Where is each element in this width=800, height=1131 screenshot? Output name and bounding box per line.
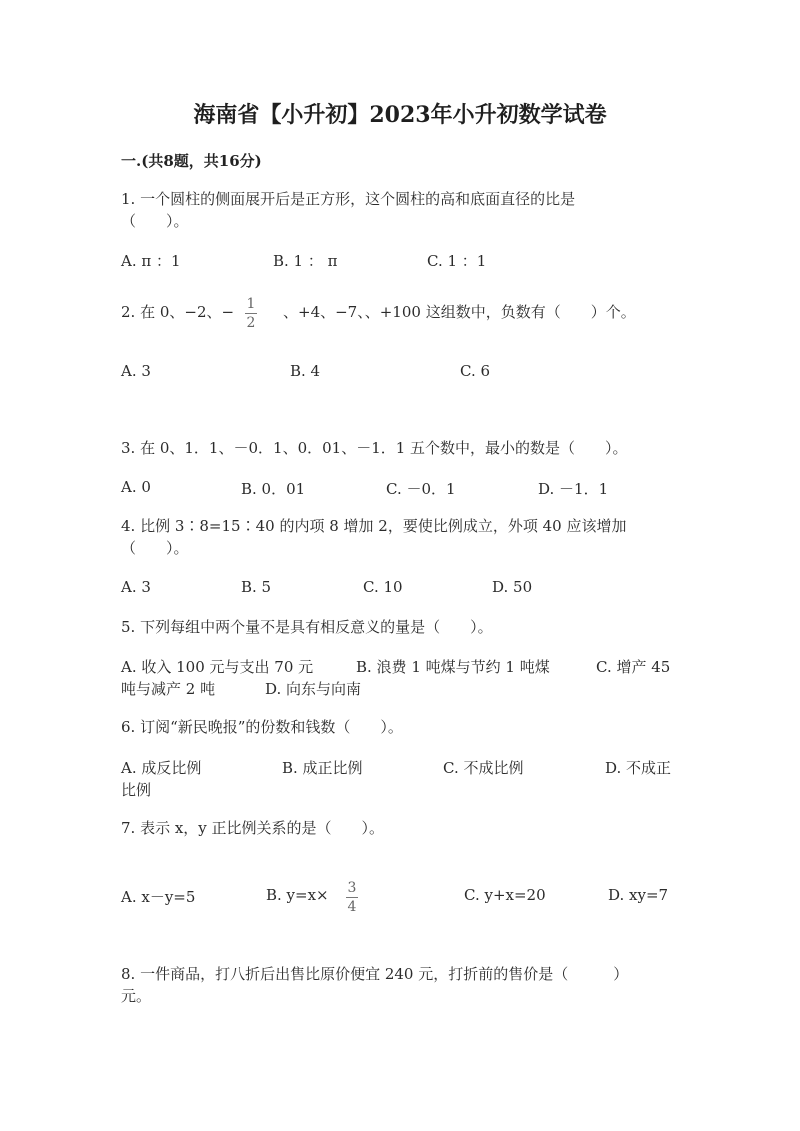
q1-option-b: B. 1 ： π [273,252,338,270]
fraction-three-quarters [346,880,358,915]
q5-option-c-continued: 吨与减产 2 吨 [121,680,216,698]
fraction-bar [245,313,257,314]
q6-option-b: B. 成正比例 [282,759,363,777]
q7-option-a: A. x－y=5 [121,888,196,906]
q4-option-c: C. 10 [363,578,403,596]
section-heading: 一.(共8题，共16分) [121,152,262,170]
fraction-denominator: 2 [246,315,256,331]
fraction-numerator: 3 [347,880,357,896]
q6-option-c: C. 不成比例 [443,759,524,777]
q6-option-d-continued: 比例 [121,781,152,799]
question-3-stem: 3. 在 0、1．1、－0．1、0．01、－1．1 五个数中，最小的数是（ ）。 [121,439,628,457]
q7-option-c: C. y+x=20 [464,886,546,904]
q3-option-d: D. －1．1 [538,480,609,498]
question-8-stem-end: 元。 [121,987,152,1005]
fraction-numerator: 1 [246,296,256,312]
fraction-one-half [245,296,257,331]
q3-option-c: C. －0．1 [386,480,456,498]
q7-option-d: D. xy=7 [608,886,669,904]
q6-option-a: A. 成反比例 [121,759,202,777]
fraction-bar [346,897,358,898]
page-title: 海南省【小升初】2023年小升初数学试卷 [193,102,607,128]
question-7-stem: 7. 表示 x，y 正比例关系的是（ ）。 [121,819,385,837]
q5-option-d: D. 向东与向南 [265,680,362,698]
q7-option-b: B. y=x× [266,886,329,904]
q6-option-d: D. 不成正 [605,759,672,777]
question-6-stem: 6. 订阅“新民晚报”的份数和钱数（ ）。 [121,718,403,736]
q1-option-a: A. π ：1 [121,252,181,270]
question-2-stem-end: 、+4、−7、、+100 这组数中，负数有（ ）个。 [283,303,636,321]
q4-option-d: D. 50 [492,578,533,596]
question-4-stem: 4. 比例 3∶8=15∶40 的内项 8 增加 2，要使比例成立，外项 40 应该增加 [121,517,627,535]
question-5-stem: 5. 下列每组中两个量不是具有相反意义的量是（ ）。 [121,618,493,636]
q2-option-c: C. 6 [460,362,491,380]
q2-option-b: B. 4 [290,362,321,380]
q5-option-c: C. 增产 45 [596,658,671,676]
q4-option-b: B. 5 [241,578,272,596]
fraction-denominator: 4 [347,899,357,915]
question-4-blank: （ ）。 [121,539,189,557]
question-8-stem: 8. 一件商品，打八折后出售比原价便宜 240 元，打折前的售价是（ ） [121,965,629,983]
q5-option-b: B. 浪费 1 吨煤与节约 1 吨煤 [356,658,550,676]
q1-option-c: C. 1 ：1 [427,252,487,270]
question-1-blank: （ ）。 [121,212,189,230]
q4-option-a: A. 3 [121,578,151,596]
question-2-stem-start: 2. 在 0、−2、− [121,303,235,321]
q5-option-a: A. 收入 100 元与支出 70 元 [121,658,314,676]
q2-option-a: A. 3 [121,362,151,380]
question-1-stem: 1. 一个圆柱的侧面展开后是正方形，这个圆柱的高和底面直径的比是 [121,190,576,208]
q3-option-b: B. 0．01 [241,480,306,498]
q3-option-a: A. 0 [121,478,151,496]
